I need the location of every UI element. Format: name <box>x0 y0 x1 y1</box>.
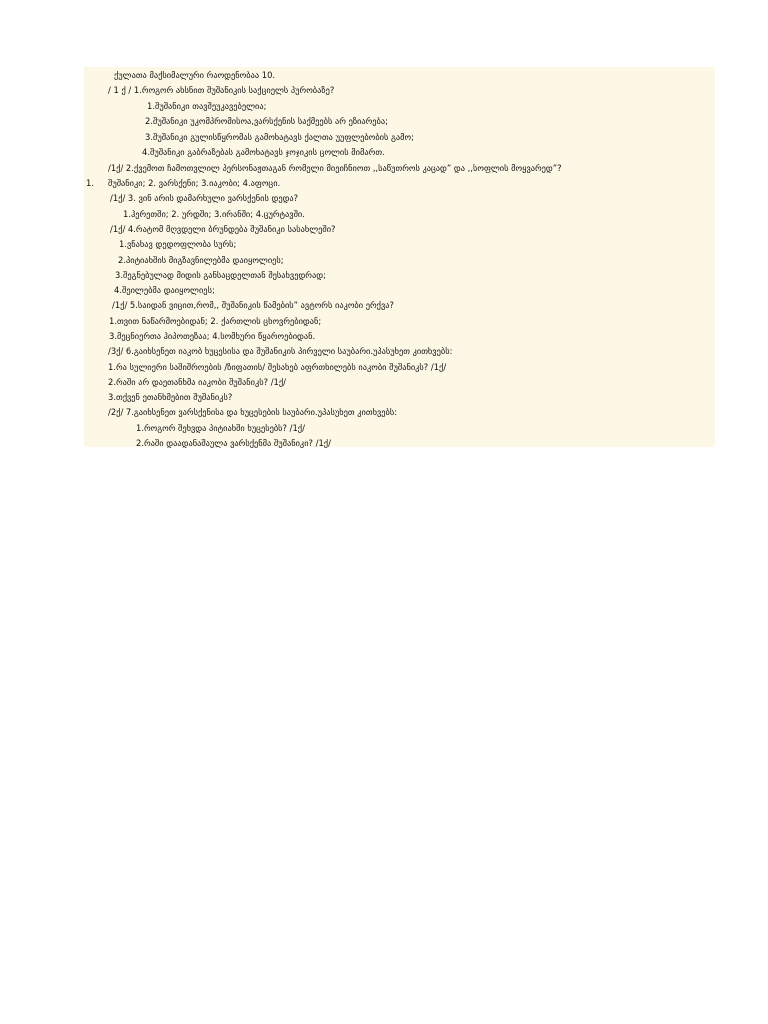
q6-subquestion-1: 1.რა სულიერი საშიშროების /ზიფათის/ შესახებ აფრთხილებს იაკობი შუშანიკს? /1ქ/ <box>108 362 447 372</box>
q3-options: 1.ჰერეთში; 2. ურდში; 3.ირანში; 4.ცურტავში. <box>123 209 305 219</box>
q1-option-3: 3.შუშანიკი გულისწყრომას გამოხატავს ქალთა უუფლებობის გამო; <box>145 132 414 142</box>
q2-options: შუშანიკი; 2. ვარსქენი; 3.იაკობი; 4.აფოცი. <box>108 178 281 188</box>
question-3-text: /1ქ/ 3. ვინ არის დამარხული ვარსქენის დედა? <box>110 193 299 203</box>
q6-subquestion-3: 3.თქვენ ეთანხმებით შუშანიკს? <box>108 392 233 402</box>
q5-options-a: 1.თვით ნაწარმოებიდან; 2. ქართლის ცხოვრებიდან; <box>109 316 322 326</box>
question-1-text: / 1 ქ / 1.როგორ ახსნით შუშანიკის საქციელს პურობაზე? <box>108 85 335 95</box>
q7-subquestion-2: 2.რაში დაადანაშაულა ვარსქენმა შუშანიკი? /1ქ/ <box>136 438 331 448</box>
max-score-line: ქულათა მაქსიმალური რაოდენობაა 10. <box>114 70 276 80</box>
question-5-text: /1ქ/ 5.საიდან ვიცით,რომ,, შუშანიკის წამების” ავტორს იაკობი ერქვა? <box>112 300 394 310</box>
q4-option-4: 4.შეილებმა დაიყოლიეს; <box>114 285 215 295</box>
question-2-text: /1ქ/ 2.ქვემოთ ჩამოთვლილ პერსონაჟთაგან რომელი მიეიჩნიოთ ,,საწუთროს კაცად” და ,,სოფლის მოყვარედ”? <box>108 163 562 173</box>
question-6-text: /3ქ/ 6.გაიხსენეთ იაკობ ხუცესისა და შუშანიკის პირველი საუბარი.უპასუხეთ კითხვებს: <box>108 346 453 356</box>
list-number: 1. <box>86 178 94 188</box>
question-7-text: /2ქ/ 7.გაიხსენეთ ვარსქენისა და ხუცესების საუბარი.უპასუხეთ კითხვებს: <box>108 407 398 417</box>
q1-option-4: 4.შუშანიკი გაბრაზებას გამოხატავს ჯოჯიკის ცოლის მიმართ. <box>142 147 385 157</box>
q5-options-b: 3.მეცნიერთა ჰიპოთეზაა; 4.სომხური წყაროებიდან. <box>109 331 316 341</box>
document-page <box>84 67 715 447</box>
q4-option-3: 3.შეგნებულად მიდის განსაცდელთან შესახვედრად; <box>115 270 326 280</box>
q7-subquestion-1: 1.როგორ შეხვდა პიტიახში ხუცესებს? /1ქ/ <box>136 423 305 433</box>
question-4-text: /1ქ/ 4.რატომ მღვდელი ბრუნდება შუშანიკი სასახლეში? <box>110 224 336 234</box>
q4-option-1: 1.ვნახავ დედოფლობა სურს; <box>119 239 237 249</box>
q4-option-2: 2.პიტიახშის მიგზავნილებმა დაიყოლიეს; <box>118 255 284 265</box>
q1-option-2: 2.შუშანიკი უკომპრომისოა,ვარსქენის საქმეებს არ ეზიარება; <box>145 116 388 126</box>
q6-subquestion-2: 2.რაში არ დაეთანხმა იაკობი შუშანიკს? /1ქ/ <box>108 377 286 387</box>
q1-option-1: 1.შუშანიკი თავშეუკავებელია; <box>147 101 267 111</box>
